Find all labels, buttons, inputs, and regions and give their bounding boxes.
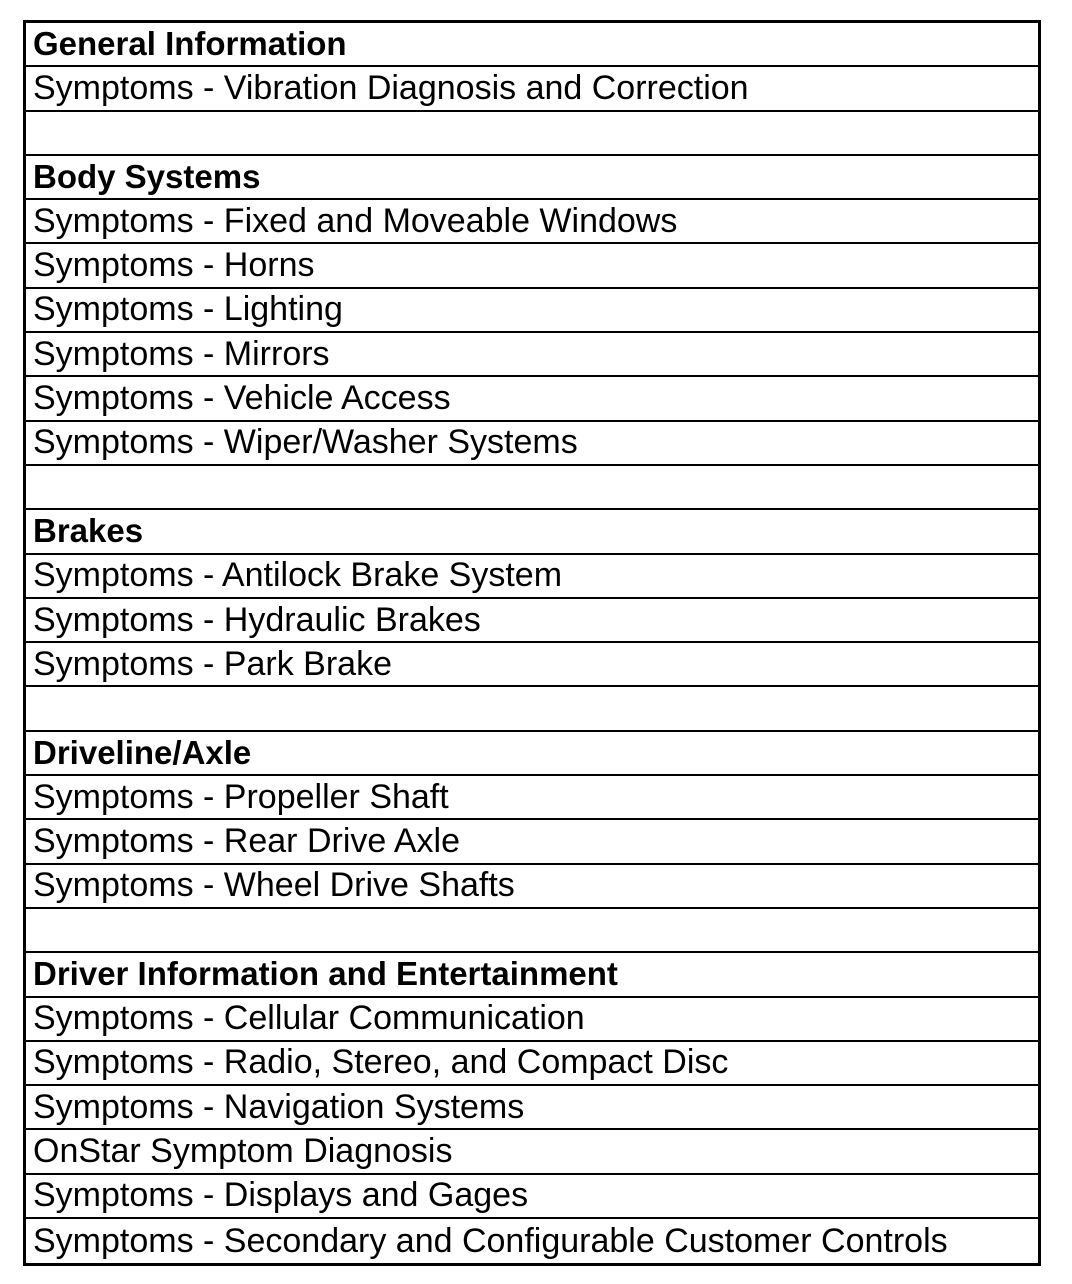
table-row: Symptoms - Vehicle Access	[26, 377, 1038, 421]
table-row: Symptoms - Radio, Stereo, and Compact Disc	[26, 1042, 1038, 1086]
table-row: Symptoms - Fixed and Moveable Windows	[26, 200, 1038, 244]
section-heading: Brakes	[26, 510, 1038, 554]
table-row: Symptoms - Cellular Communication	[26, 998, 1038, 1042]
table-row: Symptoms - Mirrors	[26, 333, 1038, 377]
section-heading: Driver Information and Entertainment	[26, 953, 1038, 997]
table-row: Symptoms - Secondary and Configurable Customer Controls	[33, 1221, 948, 1260]
blank-row	[26, 112, 1038, 156]
table-row: Symptoms - Hydraulic Brakes	[26, 599, 1038, 643]
table-row: Symptoms - Antilock Brake System	[26, 555, 1038, 599]
table-row: Symptoms - Vibration Diagnosis and Correction	[26, 67, 1038, 111]
blank-row	[26, 466, 1038, 510]
table-row: Symptoms - Wiper/Washer Systems	[26, 422, 1038, 466]
table-row: Symptoms - Wheel Drive Shafts	[26, 865, 1038, 909]
table-row: Symptoms - Horns	[26, 244, 1038, 288]
section-heading: Driveline/Axle	[26, 732, 1038, 776]
symptom-table	[23, 20, 1041, 1266]
table-row: OnStar Symptom Diagnosis	[26, 1130, 1038, 1174]
table-row: Symptoms - Navigation Systems	[26, 1086, 1038, 1130]
table-row: Symptoms - Propeller Shaft	[26, 776, 1038, 820]
blank-row	[26, 687, 1038, 731]
table-row: Symptoms - Lighting	[26, 289, 1038, 333]
section-heading: Body Systems	[26, 156, 1038, 200]
blank-row	[26, 909, 1038, 953]
table-row: Symptoms - Displays and Gages	[26, 1175, 1038, 1219]
table-row: Symptoms - Rear Drive Axle	[26, 820, 1038, 864]
table-row: Symptoms - Park Brake	[26, 643, 1038, 687]
section-heading: General Information	[26, 23, 1038, 67]
